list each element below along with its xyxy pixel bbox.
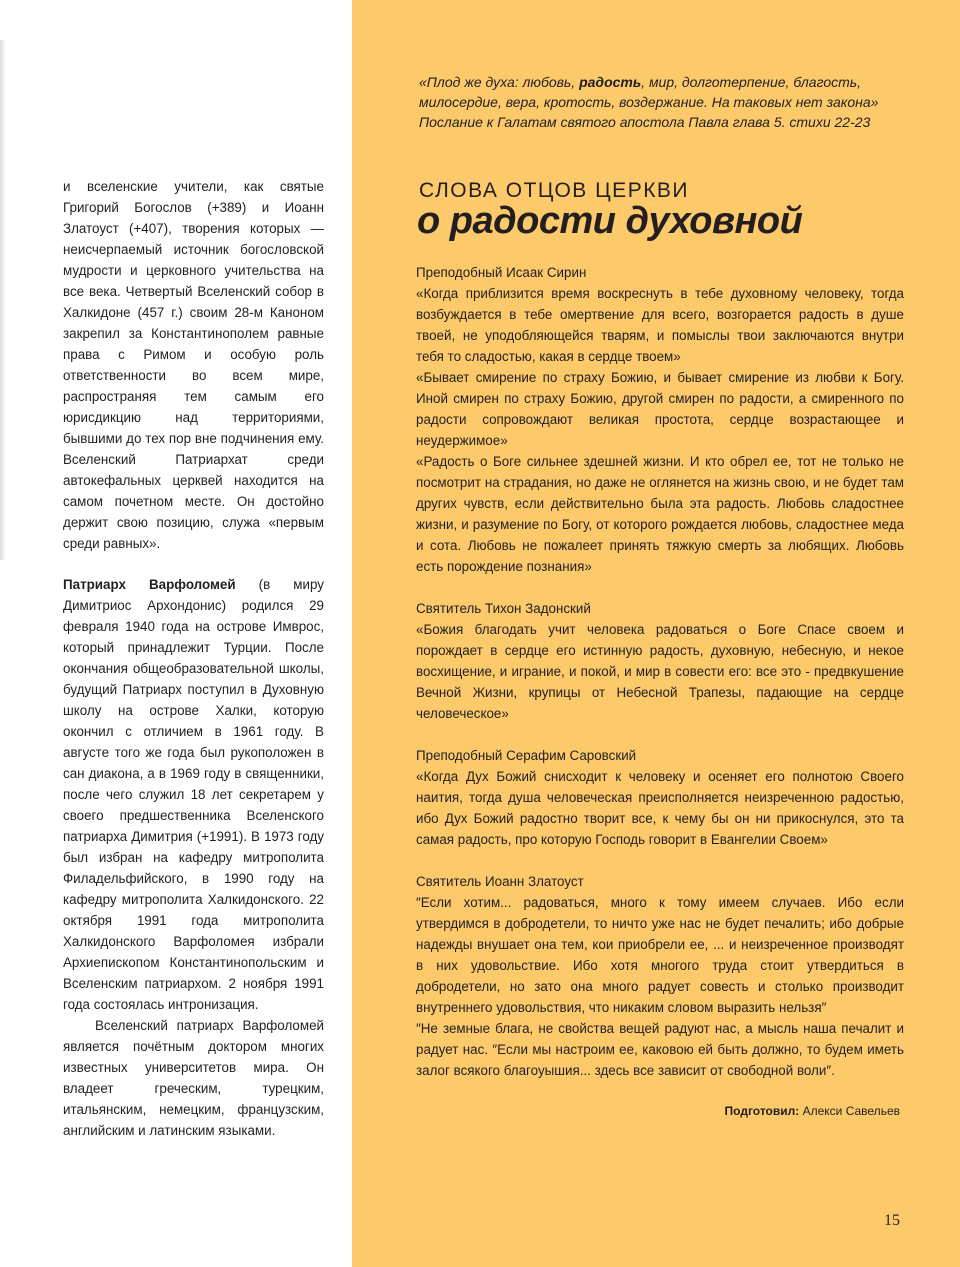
quote-text-1: «Плод же духа: любовь,	[419, 74, 580, 90]
left-paragraph-1: и вселенские учители, как святые Григорий Богослов (+389) и Иоанн Златоуст (+407), творения которых — неисчерпаемый источник богословской мудрости и церковного учительства на все века. Четвертый Вселенский собор в Халкидоне (457 г.) своим 28-м Каноном закрепил за Константинополем равные права с Римом и особую роль ответственности во всем мире, распространяя тем самым его юрисдикцию над территориями, бывшими до тех пор вне подчинения ему. Вселенский Патриархат среди автокефальных церквей находится на самом почетном месте. Он достойно держит свою позицию, служа «первым среди равных».	[63, 179, 324, 551]
saint-quote: «Радость о Боге сильнее здешней жизни. И кто обрел ее, тот не только не посмотрит на страдания, но даже не оглянется на жизнь свою, и не будет там других чувств, если действительно была эта радость. Любовь сладостнее жизни, и разумение по Богу, от которого рождается любовь, сладостнее меда и сота. Любовь не пожалеет принять тяжкую смерть за любящих. Любовь есть порождение познания»	[416, 454, 904, 574]
left-paragraph-2	[63, 574, 324, 1015]
saint-section	[416, 745, 904, 850]
saint-section	[416, 598, 904, 724]
epigraph-quote	[419, 72, 909, 132]
saint-author: Святитель Тихон Задонский	[416, 601, 591, 616]
saint-quote: «Когда Дух Божий снисходит к человеку и осеняет его полнотою Своего наития, тогда душа человеческая преисполняется неизреченною радостью, ибо Дух Божий радостно творит все, к чему бы он ни прикоснулся, это та самая радость, про которую Господь говорит в Евангелии Своем»	[416, 769, 904, 847]
saint-quote: «Бывает смирение по страху Божию, и бывает смирение из любви к Богу. Иной смирен по страху Божию, другой смирен по радости, а смиренного по радости сопровождают великая простота, сердце возрастающее и неудержимое»	[416, 370, 904, 448]
credit-name: Алекси Савельев	[802, 1104, 900, 1118]
quote-emphasis: радость	[579, 74, 642, 90]
saint-author: Святитель Иоанн Златоуст	[416, 874, 584, 889]
page-number: 15	[884, 1212, 900, 1229]
saint-quote: ″Если хотим... радоваться, много к тому имеем случаев. Ибо если утвердимся в добродетели, то ничто уже нас не будет печалить; ибо добрые надежды внушает она тем, кои приобрели ее, ... и неизреченное производят в них удовольствие. Ибо хотя многого труда стоит утвердиться в добродетели, но зато она много радует совесть и столько производит внутреннего удовольствия, что никаким словом выразить нельзя″	[416, 895, 904, 1015]
patriarch-name: Патриарх Варфоломей	[63, 577, 236, 592]
page-edge-shadow	[0, 40, 6, 560]
section-kicker: СЛОВА ОТЦОВ ЦЕРКВИ	[419, 179, 690, 202]
section-title: о радости духовной	[417, 200, 803, 242]
saint-quote: «Божия благодать учит человека радоваться о Боге Спасе своем и порождает в сердце его истинную радость, духовную, небесную, и некое восхищение, и играние, и покой, и мир в совести его: все это - предвкушение Вечной Жизни, крупицы от Небесной Трапезы, падающие на сердце человеческое»	[416, 622, 904, 721]
saint-quote: ″Не земные блага, не свойства вещей радуют нас, а мысль наша печалит и радует нас. ″Если мы настроим ее, каковою ей быть должно, то будем иметь залог всякого благоуышия... здесь все зависит от свободной воли″.	[416, 1021, 904, 1078]
left-article-column	[63, 176, 324, 1141]
saints-quotes-column	[416, 262, 904, 1102]
left-paragraph-3: Вселенский патриарх Варфоломей является почётным доктором многих известных университетов мира. Он владеет греческим, турецким, итальянским, немецким, французским, английским и латинским языками.	[63, 1018, 324, 1138]
saint-author: Преподобный Серафим Саровский	[416, 748, 637, 763]
quote-text-2: , мир, долготерпение, благость, милосердие, вера, кротость, воздержание. На таковых нет закона»	[419, 74, 879, 110]
credit-label: Подготовил:	[724, 1104, 800, 1118]
left-paragraph-2-text: (в миру Димитриос Архондонис) родился 29 февраля 1940 года на острове Имврос, который принадлежит Турции. После окончания общеобразовательной школы, будущий Патриарх поступил в Духовную школу на острове Халки, которую окончил с отличием в 1961 году. В августе того же года был рукоположен в сан диакона, а в 1969 году в священники, после чего служил 18 лет секретарем у своего предшественника Вселенского патриарха Димитрия (+1991). В 1973 году был избран на кафедру митрополита Филадельфийского, в 1990 году на кафедру митрополита Халкидонского. 22 октября 1991 года митрополита Халкидонского Варфоломея избрали Архиепископом Константинопольским и Вселенским патриархом. 2 ноября 1991 года состоялась интронизация.	[63, 577, 324, 1012]
saint-section	[416, 262, 904, 577]
saint-quote: «Когда приблизится время воскреснуть в тебе духовному человеку, тогда возбуждается в тебе омертвение для всего, возгорается радость в душе твоей, не уподобляющейся тварям, и помыслы твои заключаются внутри тебя то сладостью, какая в сердце твоем»	[416, 286, 904, 364]
author-credit	[725, 1104, 900, 1118]
saint-section	[416, 871, 904, 1081]
saint-author: Преподобный Исаак Сирин	[416, 265, 587, 280]
quote-source: Послание к Галатам святого апостола Павла глава 5. стихи 22-23	[419, 114, 871, 130]
